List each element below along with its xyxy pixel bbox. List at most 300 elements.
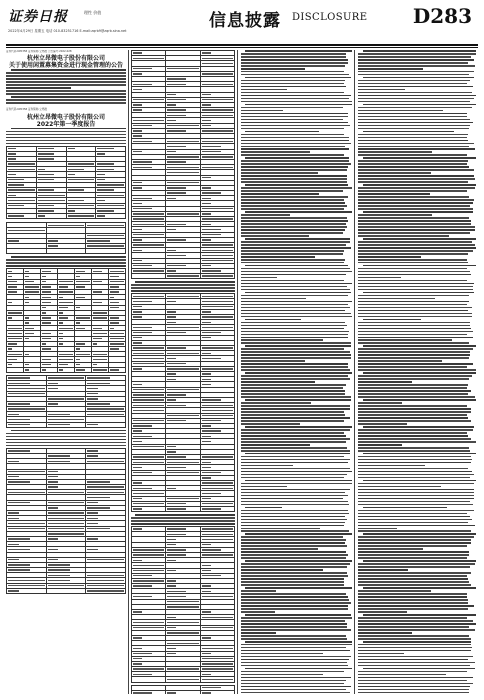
text-line [6,265,126,267]
text-line [131,284,235,286]
text-line [241,659,349,661]
text-line [358,363,473,365]
text-line [241,444,310,446]
text-line [358,578,468,580]
text-line [241,414,345,416]
text-line [363,533,476,535]
text-line [241,563,350,565]
text-line [241,217,347,219]
text-line [358,665,470,667]
text-line [358,438,471,440]
text-line [358,80,470,82]
text-line [358,271,470,273]
data-table [131,526,235,683]
text-line [241,516,345,518]
text-line [241,525,344,527]
text-line [358,65,475,67]
table-cell [66,213,96,218]
text-line [358,548,423,550]
table-cell [200,677,234,682]
text-line [358,62,468,64]
text-line [6,439,126,441]
text-line [241,510,348,512]
column-text-2 [358,50,476,694]
text-line [358,441,476,443]
text-line [358,390,471,392]
text-line [241,486,287,488]
data-table [131,293,235,512]
text-line [358,683,473,685]
text-line [241,241,350,243]
text-line [363,587,476,589]
text-line [245,641,352,643]
text-line [358,241,472,243]
text-line [358,262,468,264]
text-line [241,256,315,258]
text-line [358,98,474,100]
text-line [363,131,454,133]
text-line [245,480,352,482]
text-line [358,575,467,577]
text-line [358,253,468,255]
text-line [241,125,350,127]
section-title: 信息披露 [209,11,281,31]
text-line [358,110,443,112]
text-line [245,614,351,616]
text-line [6,72,126,74]
text-line [241,435,346,437]
text-line [245,104,352,106]
text-line [6,143,126,145]
text-line [241,402,311,404]
text-line [241,498,343,500]
text-line [241,492,345,494]
text-line [358,593,467,595]
text-line [358,674,446,676]
table-cell [46,249,86,254]
text-line [363,238,476,240]
text-line [245,319,300,321]
data-table [6,268,126,373]
text-line [358,474,474,476]
text-line [241,369,350,371]
text-line [358,566,470,568]
text-line [358,181,468,183]
text-line [358,671,467,673]
data-table [6,448,126,594]
text-line [241,83,344,85]
text-line [135,281,235,283]
text-line [6,102,126,104]
text-line [358,447,469,449]
text-line [241,396,351,398]
text-line [358,226,475,228]
text-line [358,692,469,694]
text-line [363,372,476,374]
text-line [11,69,126,71]
text-line [6,442,126,444]
text-line [241,569,323,571]
text-line [358,122,473,124]
text-line [358,635,469,637]
table-cell [24,367,41,372]
table-cell [109,367,126,372]
text-line [241,626,347,628]
text-line [241,683,344,685]
text-line [6,93,126,95]
column-divider [354,50,355,694]
text-line [358,313,472,315]
text-line [241,268,350,270]
text-line [358,74,469,76]
text-line [358,632,412,634]
issue-info-line: 2022年4月29日 星期五 电话 010-83251716 E-mail:zqrb9@zqrb.sina.net [8,29,127,33]
text-line [241,522,345,524]
text-line [358,348,473,350]
text-line [241,137,349,139]
text-line [358,137,467,139]
text-line [241,393,345,395]
text-line [358,274,471,276]
table-cell [132,274,166,279]
text-line [358,605,474,607]
text-line [241,384,346,386]
table-cell [86,588,126,593]
text-line [358,393,468,395]
masthead-rule-thin [6,47,478,48]
text-line [241,310,345,312]
text-line [241,501,348,503]
text-line [241,271,352,273]
text-line [358,444,402,446]
text-line [358,259,467,261]
text-line [358,217,469,219]
text-line [245,426,352,428]
text-line [358,656,473,658]
text-line [241,590,276,592]
text-line [358,489,474,491]
text-line [363,184,476,186]
table-row [132,677,235,682]
table-cell [75,367,92,372]
text-line [241,65,345,67]
text-line [241,307,350,309]
text-line [358,107,472,109]
text-line [131,287,235,289]
text-line [241,348,344,350]
text-line [358,331,473,333]
text-line [241,420,344,422]
text-line [358,596,467,598]
text-line [358,414,467,416]
text-line [363,104,476,106]
text-line [135,514,235,516]
text-line [358,411,471,413]
text-line [241,86,346,88]
text-line [358,232,470,234]
table-cell [36,213,66,218]
column-left [6,50,126,694]
text-line [358,608,468,610]
text-line [241,110,283,112]
text-line [358,465,425,467]
text-line [358,280,467,282]
page-number: D283 [412,4,472,28]
text-line [241,337,348,339]
table-cell [7,422,47,427]
text-line [358,623,476,625]
text-line [245,399,350,401]
text-line [358,620,473,622]
text-line [358,689,469,691]
text-line [358,92,472,94]
text-line [358,384,468,386]
text-line [358,307,472,309]
text-line [241,528,320,530]
table-cell [166,677,200,682]
text-line [241,551,346,553]
text-line [358,405,467,407]
table-row [7,249,126,254]
table-cell [200,274,234,279]
text-line [241,584,344,586]
text-line [241,578,344,580]
text-line [241,334,348,336]
text-line [241,390,345,392]
text-line [241,92,344,94]
text-line [11,96,126,98]
text-line [245,131,318,133]
text-line [358,86,473,88]
text-line [241,689,346,691]
text-line [245,184,347,186]
text-line [241,140,349,142]
notice-body-1 [6,69,126,103]
text-line [6,262,126,264]
text-line [6,78,126,80]
text-line [363,641,472,643]
notice-body-2 [6,128,126,594]
text-line [241,163,351,165]
text-line [241,411,344,413]
text-line [358,235,449,237]
text-line [241,357,351,359]
text-line [358,378,469,380]
text-line [358,581,469,583]
text-line [241,459,350,461]
text-line [358,119,470,121]
text-line [241,286,347,288]
text-line [245,265,348,267]
text-line [241,277,277,279]
text-line [241,298,306,300]
text-line [358,190,467,192]
text-line [241,107,343,109]
text-line [358,256,421,258]
text-line [358,369,476,371]
table-cell [200,690,234,694]
text-line [358,283,474,285]
text-line [358,199,474,201]
text-line [241,169,347,171]
notice-title-2: 2022年第一季度报告 [36,120,96,128]
text-line [358,599,468,601]
text-line [11,128,126,130]
text-line [358,148,475,150]
text-line [358,650,471,652]
text-line [241,692,350,694]
text-line [358,563,475,565]
text-line [131,517,235,519]
text-line [363,668,475,670]
text-line [241,160,349,162]
text-line [241,530,349,532]
text-line [241,98,349,100]
text-line [241,304,348,306]
text-line [363,507,447,509]
text-line [6,445,126,447]
text-line [358,486,441,488]
table-row [7,422,126,427]
table-cell [166,506,200,511]
text-line [241,644,352,646]
text-line [6,81,126,83]
newspaper-logo: 证券日报 [8,9,68,25]
text-line [358,647,472,649]
text-line [241,605,348,607]
text-line [241,677,351,679]
text-line [358,513,467,515]
text-line [245,587,352,589]
text-line [358,143,474,145]
text-line [358,193,430,195]
text-line [358,205,470,207]
table-cell [96,213,126,218]
text-line [358,337,473,339]
text-line [241,575,348,577]
text-line [241,68,305,70]
text-line [358,328,471,330]
text-line [241,438,350,440]
text-line [241,387,343,389]
text-line [241,489,350,491]
text-line [358,286,473,288]
text-line [358,611,407,613]
text-line [358,644,471,646]
text-line [241,405,350,407]
text-line [358,175,474,177]
text-line [358,89,405,91]
text-line [241,680,346,682]
text-line [358,268,467,270]
text-line [241,662,347,664]
text-line [358,498,474,500]
text-line [358,187,475,189]
text-line [358,366,467,368]
text-line [241,417,350,419]
text-line [131,523,235,525]
text-line [241,519,347,521]
text-line [241,647,346,649]
text-line [241,375,348,377]
text-line [358,554,469,556]
text-line [241,632,276,634]
text-line [363,77,475,79]
text-line [245,77,350,79]
text-line [245,157,348,159]
text-line [6,137,126,139]
text-line [245,50,352,52]
text-line [241,214,290,216]
text-line [358,483,474,485]
text-line [241,56,346,58]
text-line [358,310,468,312]
text-line [241,504,349,506]
text-line [363,265,476,267]
text-line [358,229,475,231]
text-line [358,420,471,422]
text-line [241,378,350,380]
text-line [241,423,300,425]
text-line [241,339,323,341]
text-line [358,626,469,628]
text-line [245,533,352,535]
text-line [358,495,474,497]
text-line [358,354,470,356]
text-line [241,513,349,515]
text-line [358,304,467,306]
text-line [241,259,345,261]
text-line [131,520,235,522]
column-tables [131,50,235,694]
text-line [241,295,348,297]
text-line [358,516,470,518]
text-line [358,351,470,353]
text-line [358,214,432,216]
text-line [241,554,348,556]
text-line [241,208,344,210]
text-line [358,208,473,210]
text-line [358,456,471,458]
table-cell [92,367,109,372]
text-line [241,247,351,249]
text-line [245,507,281,509]
text-line [241,313,351,315]
text-line [358,325,470,327]
text-line [241,232,343,234]
notice-meta-2: 证券代码:605358 证券简称:立昂微 [6,108,48,112]
text-line [358,504,473,506]
text-line [245,345,351,347]
data-table [131,685,235,694]
text-line [358,551,469,553]
text-line [241,635,346,637]
column-divider [128,50,129,694]
table-cell [58,367,75,372]
text-line [241,89,287,91]
text-line [358,381,412,383]
text-line [241,593,346,595]
text-line [241,617,352,619]
text-line [245,372,352,374]
text-line [241,280,344,282]
text-line [358,629,475,631]
text-line [245,238,349,240]
text-line [358,459,472,461]
text-line [241,202,345,204]
text-line [241,686,351,688]
text-line [363,614,476,616]
